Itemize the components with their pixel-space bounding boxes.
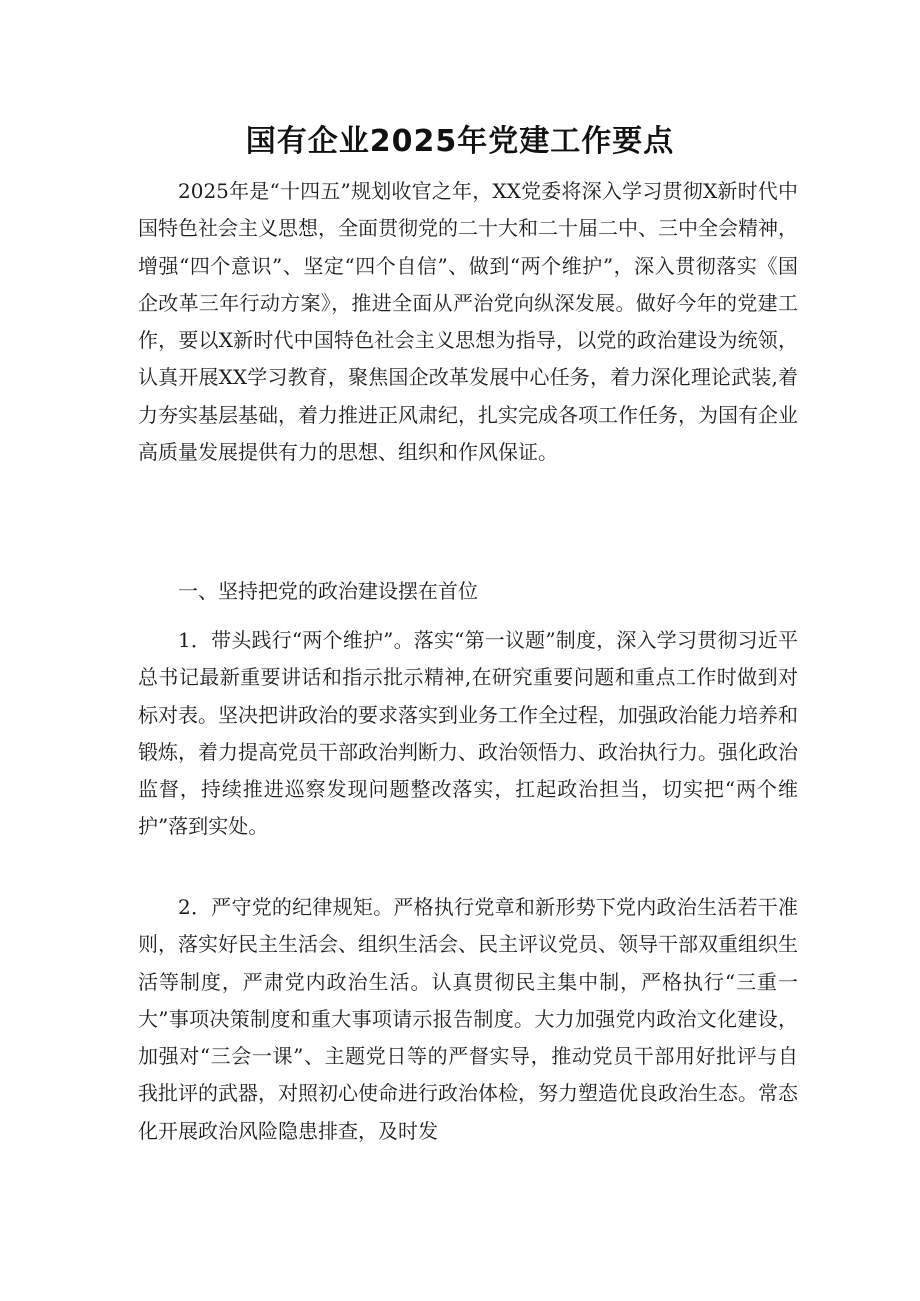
intro-paragraph: 2025年是“十四五”规划收官之年，XX党委将深入学习贯彻X新时代中国特色社会主义思想，全面贯彻党的二十大和二十届二中、三中全会精神，增强“四个意识”、坚定“四个自信”、做到“两个维护”，深入贯彻落实《国企改革三年行动方案》，推进全面从严治党向纵深发展。做好今年的党建工作，要以X新时代中国特色社会主义思想为指导，以党的政治建设为统领，认真开展XX学习教育，聚焦国企改革发展中心任务，着力深化理论武装,着力夯实基层基础，着力推进正风肃纪，扎实完成各项工作任务，为国有企业高质量发展提供有力的思想、组织和作风保证。 (138, 179, 798, 465)
section-item: 1．带头践行“两个维护”。落实“第一议题”制度，深入学习贯彻习近平总书记最新重要讲话和指示批示精神,在研究重要问题和重点工作时做到对标对表。坚决把讲政治的要求落实到业务工作全过程，加强政治能力培养和锻炼，着力提高党员干部政治判断力、政治领悟力、政治执行力。强化政治监督，持续推进巡察发现问题整改落实，扛起政治担当，切实把“两个维护”落到实处。 (138, 628, 798, 839)
section-heading: 一、坚持把党的政治建设摆在首位 (178, 579, 478, 603)
document-title: 国有企业2025年党建工作要点 (245, 124, 675, 159)
section-item: 2．严守党的纪律规矩。严格执行党章和新形势下党内政治生活若干准则，落实好民主生活会、组织生活会、民主评议党员、领导干部双重组织生活等制度，严肃党内政治生活。认真贯彻民主集中制，严格执行“三重一大”事项决策制度和重大事项请示报告制度。大力加强党内政治文化建设，加强对“三会一课”、主题党日等的严督实导，推动党员干部用好批评与自我批评的武器，对照初心使命进行政治体检，努力塑造优良政治生态。常态化开展政治风险隐患排查，及时发 (138, 895, 798, 1143)
